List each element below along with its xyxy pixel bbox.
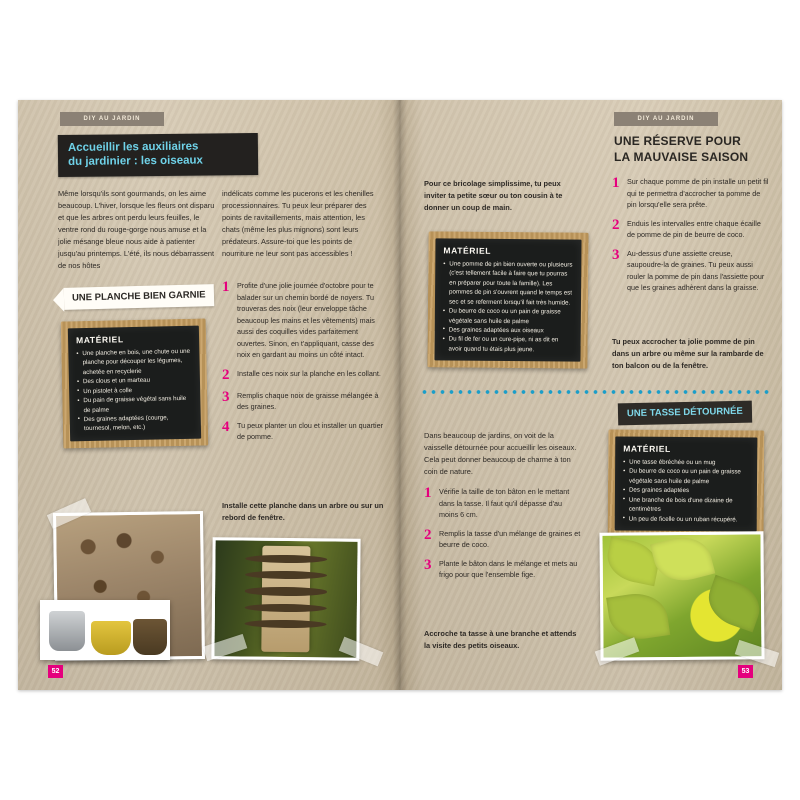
step-number: 3 — [424, 556, 432, 573]
running-head-right: DIY AU JARDIN — [614, 112, 718, 126]
step-number: 3 — [222, 388, 230, 405]
step-item — [222, 420, 384, 443]
step-text: Sur chaque pomme de pin installe un petit fil qui te permettra d'accrocher ta pomme de pin lorsqu'elle sera prête. — [627, 177, 769, 210]
article-title-line2: du jardinier : les oiseaux — [68, 154, 203, 169]
step-number: 2 — [222, 366, 230, 383]
photo-bowls-with-seeds — [40, 600, 170, 660]
list-item: • Des clous et un marteau — [77, 375, 192, 387]
list-item: • Du beurre de coco ou un pain de graisse végétale sans huile de palme — [623, 467, 749, 487]
intro-right: Pour ce bricolage simplissime, tu peux inviter ta petite sœur ou ton cousin à te donner un coup de main. — [424, 179, 563, 212]
leaf-shape — [702, 575, 762, 633]
list-item: • Du pain de graisse végétal sans huile de palme — [77, 394, 192, 415]
step-text: Au-dessus d'une assiette creuse, saupoudre-la de graines. Tu peux aussi rouler la pomme de pin dans l'assiette pour que les graines adhèrent dans la graisse. — [627, 248, 765, 293]
closing-text-planche: Installe cette planche dans un arbre ou sur un rebord de fenêtre. — [222, 501, 384, 522]
list-item: • Une pomme de pin bien ouverte ou plusieurs (c'est tellement facile à faire que tu pourras en préparer pour toute la famille). Les pommes de pin s'ouvrent quand le temps est sec et se referment lorsqu'il fait très humide. — [443, 259, 573, 307]
closing-text-reserve: Tu peux accrocher ta jolie pomme de pin dans un arbre ou même sur la rambarde de ton balcon ou de la fenêtre. — [612, 337, 764, 370]
metal-pot — [49, 611, 85, 651]
article-title-line1: Accueillir les auxiliaires — [67, 140, 199, 154]
list-item: • Des graines adaptées (courge, tournesol, melon, etc.) — [78, 413, 193, 434]
material-board-pinecone — [427, 231, 588, 369]
step-number: 1 — [222, 279, 230, 295]
yellow-bowl — [91, 621, 131, 655]
photo-art — [43, 603, 167, 657]
step-number: 2 — [424, 526, 432, 543]
material-title: MATÉRIEL — [443, 245, 492, 256]
material-list — [443, 259, 574, 354]
steps-planche — [222, 280, 384, 450]
intro-column-2: indélicats comme les pucerons et les chenilles processionnaires. Tu peux leur préparer des points de ravitaillements, mais attention, les chats (même les plus mignons) sont leurs prédateurs. Assure-toi que les points de nourriture ne leur sont pas accessibles ! — [222, 189, 374, 258]
step-number: 4 — [222, 418, 230, 435]
step-item — [424, 486, 582, 521]
step-item — [222, 280, 384, 361]
step-number: 1 — [424, 485, 432, 501]
steps-tasse — [424, 486, 582, 588]
section-heading-reserve — [614, 134, 764, 165]
step-item — [424, 528, 582, 551]
step-item — [612, 248, 770, 294]
material-title: MATÉRIEL — [75, 334, 124, 346]
leaf-shape — [650, 534, 715, 587]
step-text: Profite d'une jolie journée d'octobre pour te balader sur un chemin bordé de noyers. Tu trouveras des noix (leur enveloppe tâche beaucoup les mains et les vêtements) mais aussi des coquilles vides parfaitement ouvertes. Sinon, en t'appliquant, casse des noix en gardant au moins un côté intact. — [237, 281, 375, 360]
page-left — [18, 100, 400, 690]
step-text: Remplis la tasse d'un mélange de graines et beurre de coco. — [439, 528, 581, 550]
seed-bowl — [133, 619, 167, 655]
page-right — [400, 100, 782, 690]
material-board-tasse — [608, 429, 765, 538]
step-text: Installe ces noix sur la planche en les collant. — [237, 368, 381, 378]
step-text: Plante le bâton dans le mélange et mets au frigo pour que l'ensemble fige. — [439, 558, 578, 580]
list-item: • Un pistolet à colle — [77, 384, 192, 396]
step-text: Remplis chaque noix de graisse mélangée à des graines. — [237, 390, 379, 412]
article-title-banner — [58, 133, 258, 177]
page-number-right: 53 — [738, 665, 753, 678]
list-item: • Un peu de ficelle ou un ruban récupéré. — [623, 514, 749, 524]
book-spread — [18, 100, 782, 690]
steps-reserve — [612, 176, 770, 301]
list-item: • Du beurre de coco ou un pain de graisse végétale sans huile de palme — [443, 307, 573, 327]
material-board-inner — [434, 238, 581, 361]
running-head-left: DIY AU JARDIN — [60, 112, 164, 126]
closing-text-tasse: Accroche ta tasse à une branche et attends la visite des petits oiseaux. — [424, 629, 577, 650]
list-item: • Du fil de fer ou un cure-pipe, ni as dit en avoir quand tu étais plus jeune. — [443, 335, 573, 355]
plank-hole — [245, 619, 327, 628]
intro-column-1: Même lorsqu'ils sont gourmands, on les aime beaucoup. L'hiver, lorsque les fleurs ont disparu et que les arbres ont perdu leurs feuilles, le ventre rond du rouge-gorge nous amuse et la jolie mésange bleue nous aide à patienter jusqu'au printemps. L'été, ils nous débarrassent de nos hôtes — [58, 189, 215, 270]
step-item — [222, 390, 384, 413]
material-board-planche — [61, 318, 209, 448]
step-text: Tu peux planter un clou et installer un quartier de pomme. — [237, 420, 383, 442]
heading-line2: LA MAUVAISE SAISON — [614, 149, 749, 164]
list-item: • Une branche de bois d'une dizaine de centimètres — [623, 495, 749, 515]
list-item: • Des graines adaptées aux oiseaux — [443, 325, 573, 336]
step-item — [612, 176, 770, 211]
tape-strip — [339, 637, 384, 667]
step-number: 3 — [612, 246, 620, 263]
material-title: MATÉRIEL — [623, 443, 671, 454]
list-item: • Des graines adaptées — [623, 486, 749, 496]
step-item — [222, 368, 384, 383]
material-board-inner — [615, 437, 758, 532]
material-board-inner — [68, 326, 201, 442]
step-item — [612, 218, 770, 241]
photo-image — [43, 603, 167, 657]
material-list — [76, 347, 193, 434]
section-heading-tasse: UNE TASSE DÉTOURNÉE — [618, 401, 752, 426]
material-list — [623, 458, 749, 525]
step-number: 1 — [612, 175, 620, 191]
step-text: Enduis les intervalles entre chaque écaille de pomme de pin de beurre de coco. — [627, 218, 761, 240]
list-item: • Une planche en bois, une chute ou une planche pour découper les légumes, achetée en recyclerie — [76, 347, 192, 378]
step-text: Vérifie la taille de ton bâton en le mettant dans la tasse. Il faut qu'il dépasse d'au moins 6 cm. — [439, 487, 570, 520]
plank-hole — [245, 587, 327, 596]
plank-hole — [245, 571, 327, 580]
heading-line1: UNE RÉSERVE POUR — [614, 134, 742, 148]
step-item — [424, 558, 582, 581]
intro-tasse: Dans beaucoup de jardins, on voit de la vaisselle détournée pour accueillir les oiseaux. Cela peut donner beaucoup de charme à ton coin de nature. — [424, 431, 577, 476]
plank-hole — [245, 554, 327, 563]
plank-hole — [245, 603, 327, 612]
leaf-shape — [606, 589, 670, 643]
section-heading-planche: UNE PLANCHE BIEN GARNIE — [64, 284, 214, 310]
step-number: 2 — [612, 216, 620, 233]
book-gutter — [393, 100, 407, 690]
page-number-left: 52 — [48, 665, 63, 678]
list-item: • Une tasse ébréchée ou un mug — [623, 458, 749, 468]
section-divider-dots — [420, 390, 772, 394]
